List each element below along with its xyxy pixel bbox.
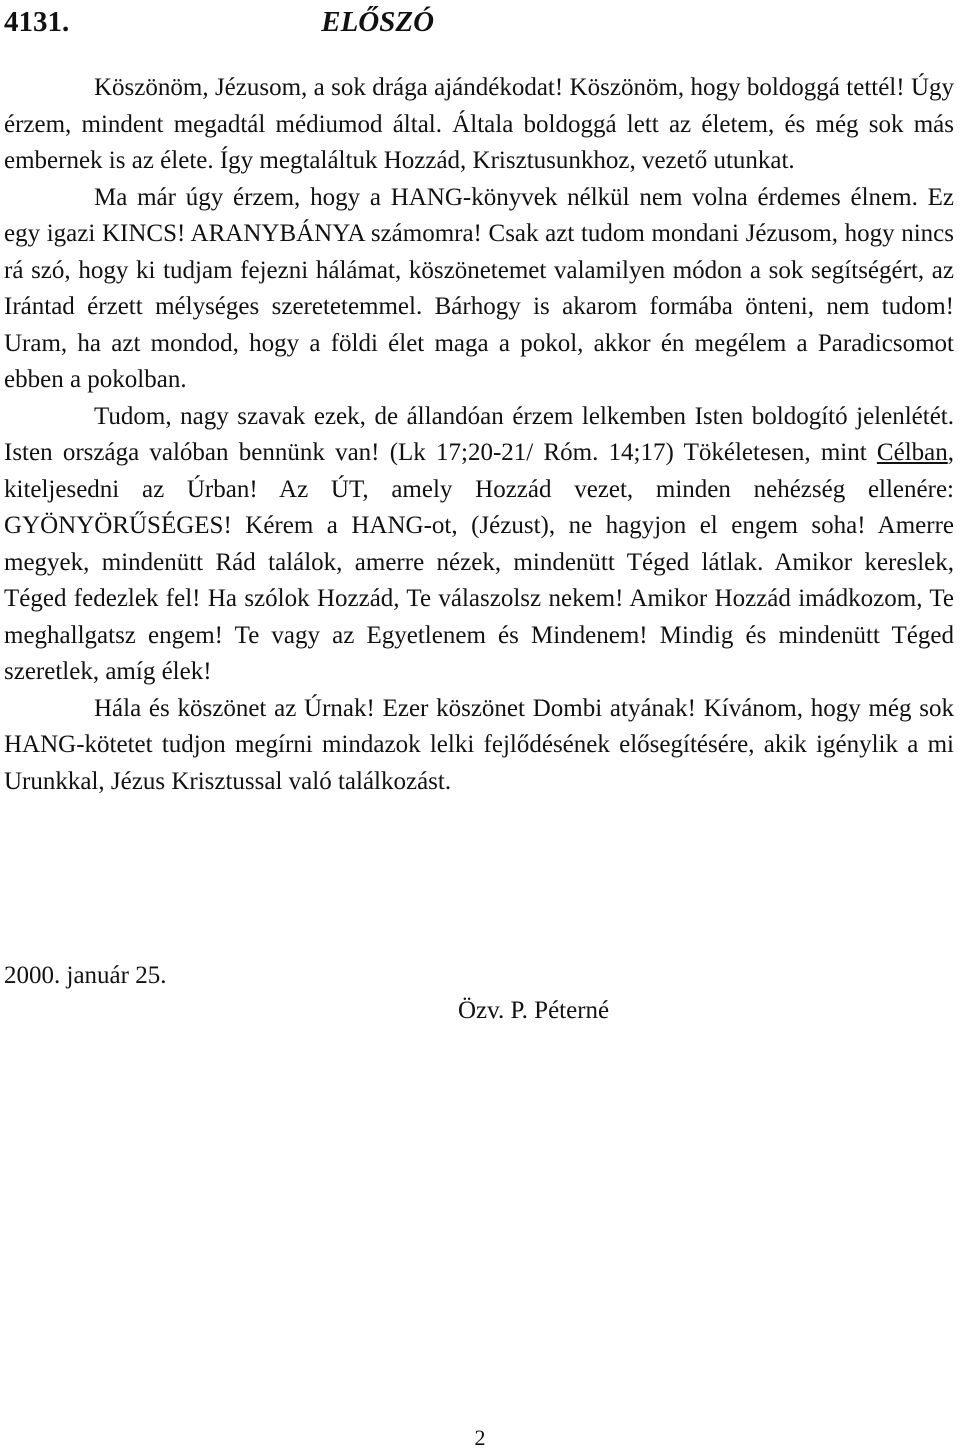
underlined-word: Célban: [876, 439, 948, 466]
chapter-number: 4131.: [4, 6, 70, 38]
paragraph-4: Hála és köszönet az Úrnak! Ezer köszönet Dombi atyának! Kívánom, hogy még sok HANG-kötetet tudjon megírni mindazok lelki fejlődésének elősegítésére, akik igénylik a mi Urunkkal, Jézus Krisztussal való találkozást.: [4, 694, 954, 795]
chapter-title: ELŐSZÓ: [321, 6, 435, 38]
page-number: 2: [474, 1425, 486, 1450]
paragraph-3: [4, 399, 954, 691]
paragraph-1: Köszönöm, Jézusom, a sok drága ajándékodat! Köszönöm, hogy boldoggá tettél! Úgy érzem, mindent megadtál médiumod által. Általa boldoggá lett az életem, és még sok más embernek is az élete. Így megtaláltuk Hozzád, Krisztusunkhoz, vezető utunkat.: [4, 74, 954, 174]
paragraph-3-part-1: Tudom, nagy szavak ezek, de állandóan érzem lelkemben Isten boldogító jelenlétét. Isten országa valóban bennünk van! (Lk 17;20-21/ Róm. 14;17) Tökéletesen, mint: [4, 402, 954, 466]
paragraph-3-part-2: , kiteljesedni az Úrban! Az ÚT, amely Hozzád vezet, minden nehézség ellenére: GYÖNYÖRŰSÉGES! Kérem a HANG-ot, (Jézust), ne hagyjon el engem soha! Amerre megyek, mindenütt Rád találok, amerre nézek, mindenütt Téged látlak. Amikor kereslek, Téged fedezlek fel! Ha szólok Hozzád, Te válaszolsz nekem! Amikor Hozzád imádkozom, Te meghallgatsz engem! Te vagy az Egyetlenem és Mindenem! Mindig és mindenütt Téged szeretlek, amíg élek!: [4, 439, 954, 685]
preface-body: [4, 70, 954, 800]
signature: Özv. P. Péterné: [458, 997, 610, 1024]
paragraph-2: Ma már úgy érzem, hogy a HANG-könyvek nélkül nem volna érdemes élnem. Ez egy igazi KINCS! ARANYBÁNYA számomra! Csak azt tudom mondani Jézusom, hogy nincs rá szó, hogy ki tudjam fejezni hálámat, köszönetemet valamilyen módon a sok segítségért, az Irántad érzett mélységes szeretetemmel. Bárhogy is akarom formába önteni, nem tudom! Uram, ha azt mondod, hogy a földi élet maga a pokol, akkor én megélem a Paradicsomot ebben a pokolban.: [4, 183, 954, 393]
date-line: 2000. január 25.: [4, 962, 167, 989]
page-header: [4, 2, 434, 42]
